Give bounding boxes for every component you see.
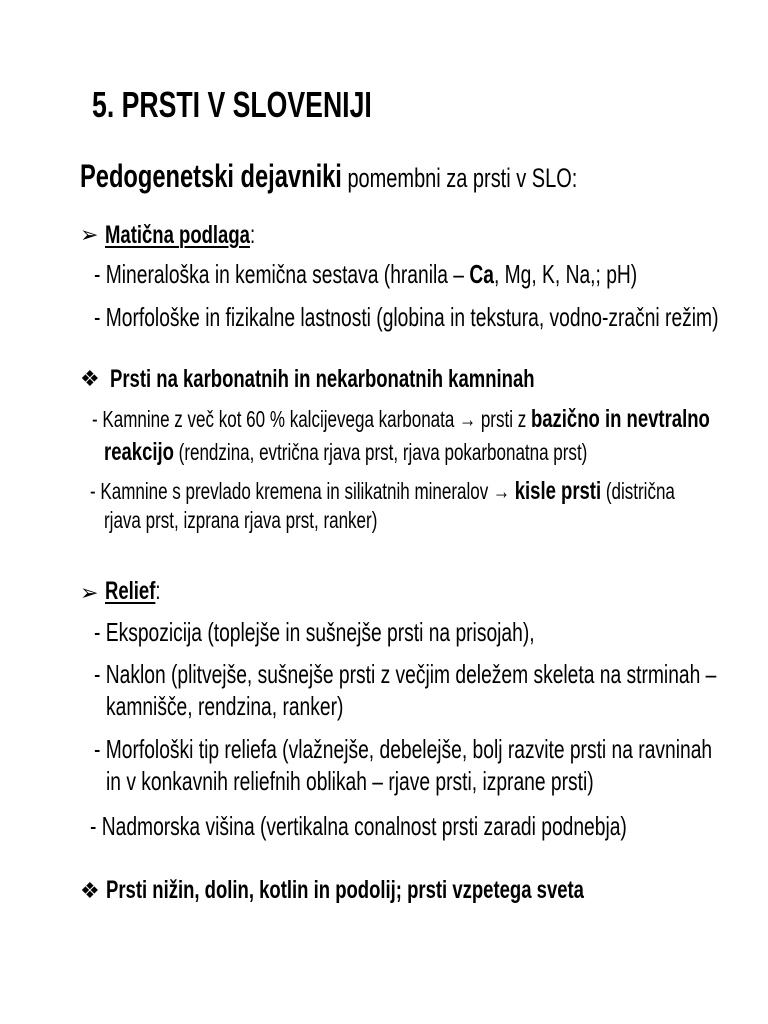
list-item-continuation [104, 438, 587, 467]
page-title: 5. PRSTI V SLOVENIJI [92, 84, 372, 125]
list-item: - Nadmorska višina (vertikalna conalnost prsti zaradi podnebja) [90, 811, 627, 841]
text-run-bold: bazično in nevtralno [530, 405, 710, 433]
text-run: (rendzina, evtrična rjava prst, rjava pokarbonatna prst) [173, 439, 588, 465]
intro-rest: pomembni za prsti v SLO: [341, 163, 578, 193]
list-item-continuation: kamnišče, rendzina, ranker) [106, 691, 344, 721]
diamond-bullet-icon: ❖ [80, 366, 100, 391]
text-run-bold: reakcijo [104, 438, 174, 466]
list-item-continuation: in v konkavnih reliefnih oblikah – rjave prsti, izprane prsti) [106, 766, 594, 796]
text-run: , Mg, K, Na,; pH) [493, 259, 638, 289]
text-run: - Kamnine z več kot 60 % kalcijevega karbonata → prsti z [92, 406, 531, 432]
maticna-heading: Matična podlaga [105, 221, 250, 249]
arrow-bullet-icon: ➢ [80, 222, 99, 247]
text-run: - Morfološke in fizikalne lastnosti (globina in tekstura, vodno-zračni režim) [94, 302, 719, 332]
text-run: (distrična [601, 478, 675, 504]
intro-bold: Pedogenetski dejavniki [80, 158, 342, 194]
intro-line [80, 158, 577, 195]
list-item-continuation: rjava prst, izprana rjava prst, ranker) [104, 507, 378, 533]
list-item: - Ekspozicija (toplejše in sušnejše prsti na prisojah), [94, 617, 535, 647]
text-run-bold: kisle prsti [514, 477, 602, 505]
maticna-heading-line [105, 221, 255, 250]
list-item [94, 303, 718, 333]
list-item [92, 405, 710, 434]
text-run: - Mineraloška in kemična sestava (hranila – [94, 259, 470, 289]
last-heading: Prsti nižin, dolin, kotlin in podolij; prsti vzpetega sveta [106, 876, 584, 904]
relief-colon: : [155, 577, 161, 605]
relief-heading: Relief [105, 577, 156, 605]
list-item: - Naklon (plitvejše, sušnejše prsti z večjim deležem skeleta na strminah – [94, 659, 717, 689]
diamond-bullet-icon: ❖ [80, 878, 100, 903]
relief-heading-line [105, 577, 161, 606]
karbonat-heading: Prsti na karbonatnih in nekarbonatnih kamninah [110, 365, 535, 393]
text-run: - Kamnine s prevlado kremena in silikatnih mineralov → [90, 478, 515, 504]
text-run-bold: Ca [469, 259, 494, 289]
maticna-colon: : [249, 221, 256, 249]
arrow-bullet-icon: ➢ [80, 580, 99, 605]
list-item: - Morfološki tip reliefa (vlažnejše, debelejše, bolj razvite prsti na ravninah [94, 734, 713, 764]
list-item [90, 477, 675, 506]
list-item [94, 260, 637, 290]
